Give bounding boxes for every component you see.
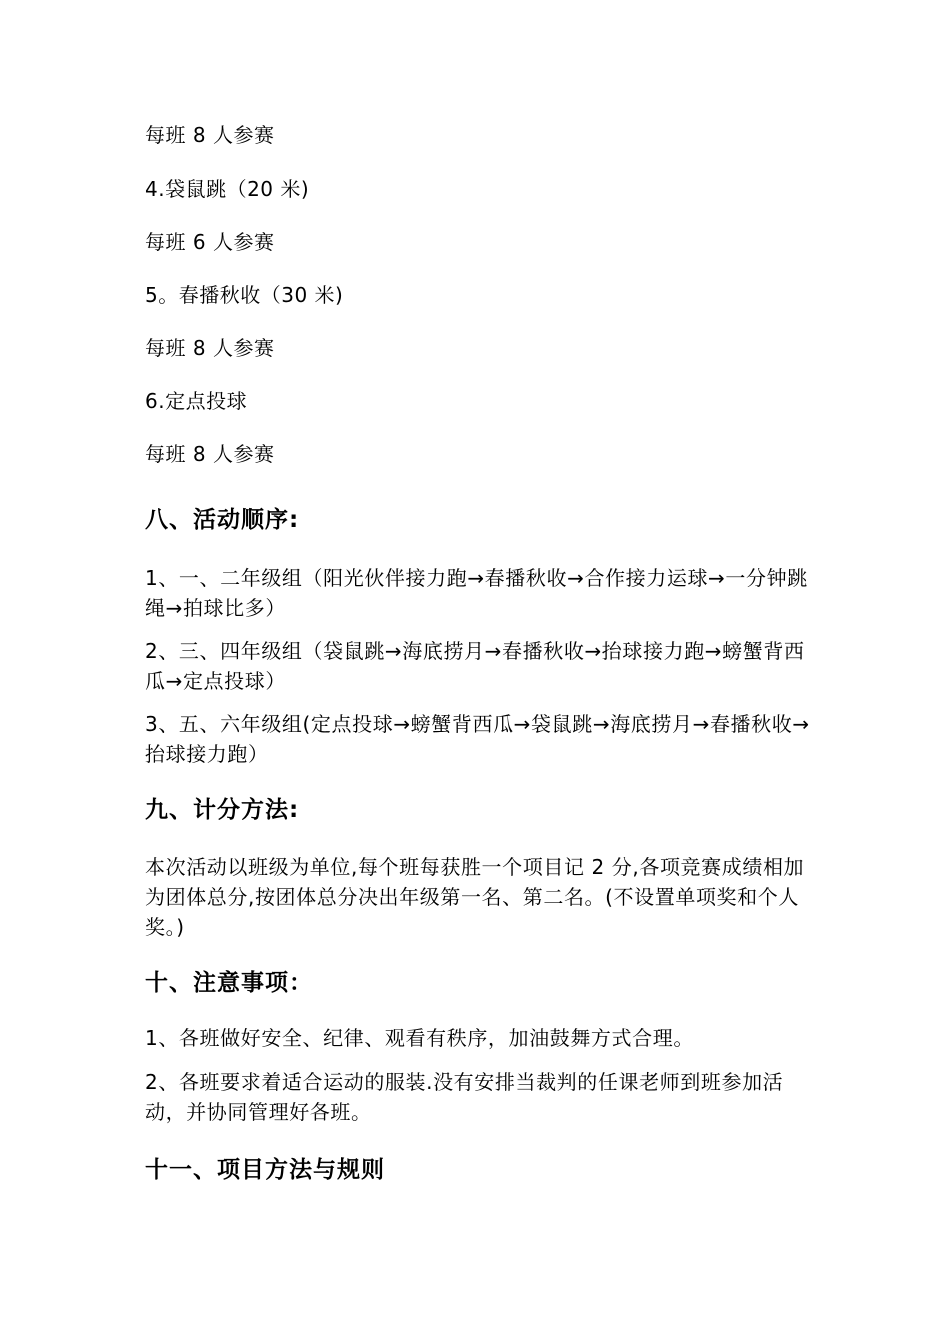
item-line: 每班 6 人参赛 <box>145 230 275 254</box>
scoring-paragraph: 本次活动以班级为单位,每个班每获胜一个项目记 2 分,各项竞赛成绩相加为团体总分,按团体总分决出年级第一名、第二名。(不设置单项奖和个人奖。) <box>145 855 805 939</box>
notes-paragraph: 2、各班要求着适合运动的服装.没有安排当裁判的任课老师到班参加活动，并协同管理好各班。 <box>145 1070 784 1124</box>
activity-order-paragraph: 1、一、二年级组（阳光伙伴接力跑→春播秋收→合作接力运球→一分钟跳绳→拍球比多） <box>145 566 808 620</box>
section-heading-notes: 十、注意事项： <box>145 970 313 996</box>
activity-order-paragraph: 2、三、四年级组（袋鼠跳→海底捞月→春播秋收→抬球接力跑→螃蟹背西瓜→定点投球） <box>145 639 805 693</box>
item-line: 每班 8 人参赛 <box>145 123 275 147</box>
item-line: 5。春播秋收（30 米) <box>145 283 344 307</box>
section-heading-activity-order: 八、活动顺序: <box>145 507 300 533</box>
item-line: 每班 8 人参赛 <box>145 336 275 360</box>
notes-paragraph: 1、各班做好安全、纪律、观看有秩序，加油鼓舞方式合理。 <box>145 1026 694 1050</box>
item-line: 每班 8 人参赛 <box>145 442 275 466</box>
section-heading-rules: 十一、项目方法与规则 <box>145 1157 385 1183</box>
item-line: 6.定点投球 <box>145 389 248 413</box>
activity-order-paragraph: 3、五、六年级组(定点投球→螃蟹背西瓜→袋鼠跳→海底捞月→春播秋收→抬球接力跑） <box>145 712 810 766</box>
section-heading-scoring: 九、计分方法: <box>145 797 300 823</box>
item-line: 4.袋鼠跳（20 米) <box>145 177 310 201</box>
